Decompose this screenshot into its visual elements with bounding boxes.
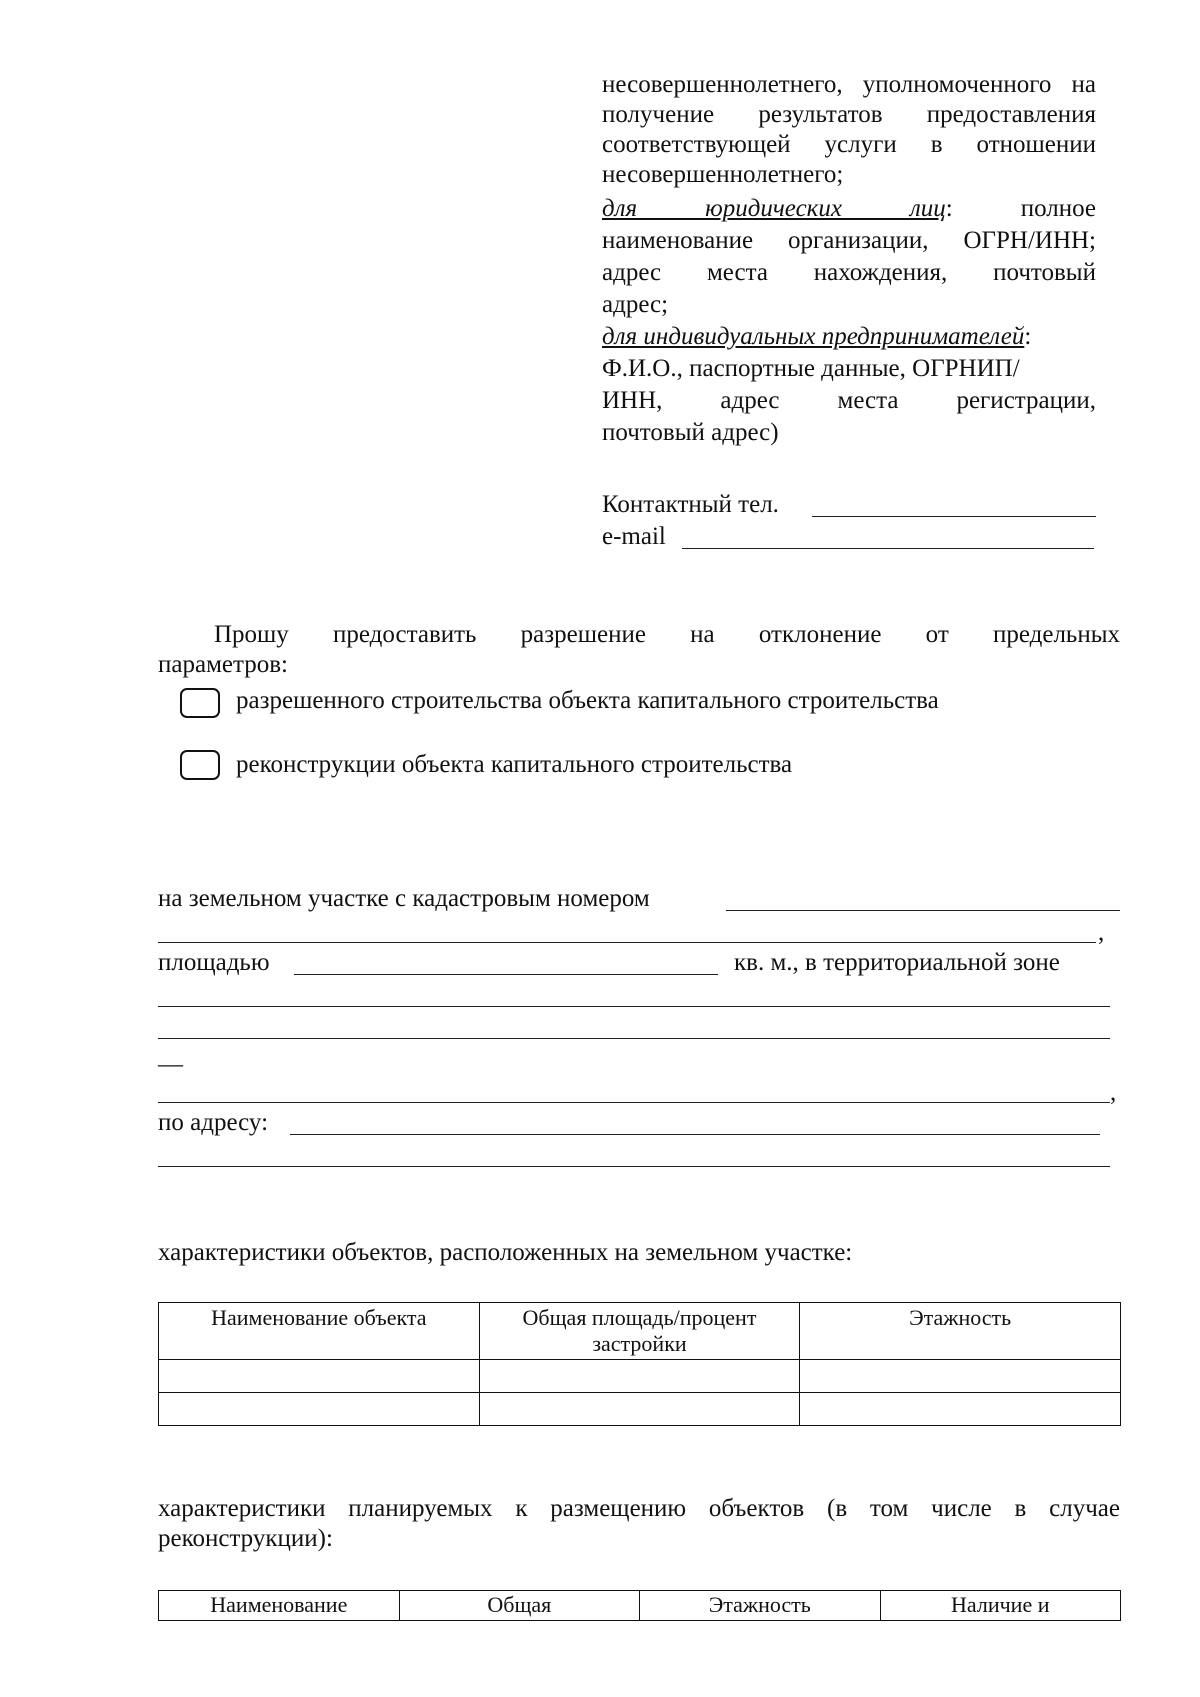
table-header-cell: Общая	[399, 1591, 639, 1621]
zone-label: кв. м., в территориальной зоне	[734, 949, 1060, 976]
legal-entity-line	[602, 194, 1096, 224]
legal-entity-line: адрес места нахождения, почтовый	[602, 259, 1096, 286]
applicant-line: соответствующей услуги в отношении	[602, 131, 1096, 158]
existing-objects-heading: характеристики объектов, расположенных на земельном участке:	[158, 1239, 853, 1266]
zone-field[interactable]	[158, 1038, 1110, 1039]
table-header-cell: Наименование	[159, 1591, 400, 1621]
email-field[interactable]	[682, 548, 1094, 549]
table-header-cell: Этажность	[800, 1303, 1121, 1360]
table-header-cell: Наличие и	[880, 1591, 1120, 1621]
table-cell[interactable]	[159, 1393, 480, 1426]
applicant-line: получение результатов предоставления	[602, 101, 1096, 128]
table-header-cell: Наименование объекта	[159, 1303, 480, 1360]
option-label-reconstruction: реконструкции объекта капитального строительства	[236, 751, 793, 778]
entrepreneur-line: Ф.И.О., паспортные данные, ОГРНИП/	[602, 355, 1020, 382]
existing-objects-table	[158, 1302, 1121, 1426]
planned-objects-table	[158, 1590, 1121, 1621]
entrepreneur-line: почтовый адрес)	[602, 419, 779, 446]
table-cell[interactable]	[800, 1393, 1121, 1426]
legal-entity-line: адрес;	[602, 291, 669, 318]
address-label: по адресу:	[158, 1109, 269, 1136]
dash: —	[158, 1051, 183, 1078]
option-label-construction: разрешенного строительства объекта капитального строительства	[236, 687, 939, 714]
legal-entity-label: для юридических лиц:	[602, 195, 953, 222]
comma: ,	[1098, 919, 1105, 946]
cadastral-label: на земельном участке с кадастровым номером	[158, 885, 650, 912]
planned-objects-heading-cont: реконструкции):	[158, 1525, 333, 1552]
table-cell[interactable]	[159, 1360, 480, 1393]
entrepreneur-line: ИНН, адрес места регистрации,	[602, 387, 1096, 414]
area-field[interactable]	[294, 974, 718, 975]
table-cell[interactable]	[479, 1360, 800, 1393]
email-label: e-mail	[602, 523, 666, 550]
table-header-row	[159, 1591, 1121, 1621]
zone-field[interactable]	[158, 1006, 1110, 1007]
table-header-cell: Этажность	[640, 1591, 881, 1621]
cadastral-number-field-cont[interactable]	[158, 942, 1096, 943]
table-cell[interactable]	[479, 1393, 800, 1426]
request-text-cont: параметров:	[158, 651, 288, 678]
applicant-line: несовершеннолетнего;	[602, 161, 844, 188]
address-field-cont[interactable]	[158, 1166, 1110, 1167]
phone-label: Контактный тел.	[602, 491, 779, 518]
table-cell[interactable]	[800, 1360, 1121, 1393]
option-checkbox-construction[interactable]	[180, 688, 220, 718]
planned-objects-heading: характеристики планируемых к размещению объектов (в том числе в случае	[158, 1495, 1120, 1522]
legal-entity-text: полное	[1020, 195, 1096, 222]
area-label: площадью	[158, 949, 270, 976]
comma: ,	[1110, 1079, 1117, 1106]
table-row	[159, 1393, 1121, 1426]
option-checkbox-reconstruction[interactable]	[180, 750, 220, 780]
table-row	[159, 1360, 1121, 1393]
applicant-line: несовершеннолетнего, уполномоченного на	[602, 71, 1096, 98]
request-text: Прошу предоставить разрешение на отклонение от предельных	[214, 621, 1120, 648]
cadastral-number-field[interactable]	[726, 910, 1120, 911]
phone-field[interactable]	[812, 516, 1096, 517]
table-header-cell: Общая площадь/процент застройки	[479, 1303, 800, 1360]
zone-field[interactable]	[158, 1102, 1110, 1103]
table-header-row	[159, 1303, 1121, 1360]
address-field[interactable]	[290, 1134, 1100, 1135]
entrepreneur-label: для индивидуальных предпринимателей:	[602, 323, 1032, 350]
legal-entity-line: наименование организации, ОГРН/ИНН;	[602, 227, 1096, 254]
